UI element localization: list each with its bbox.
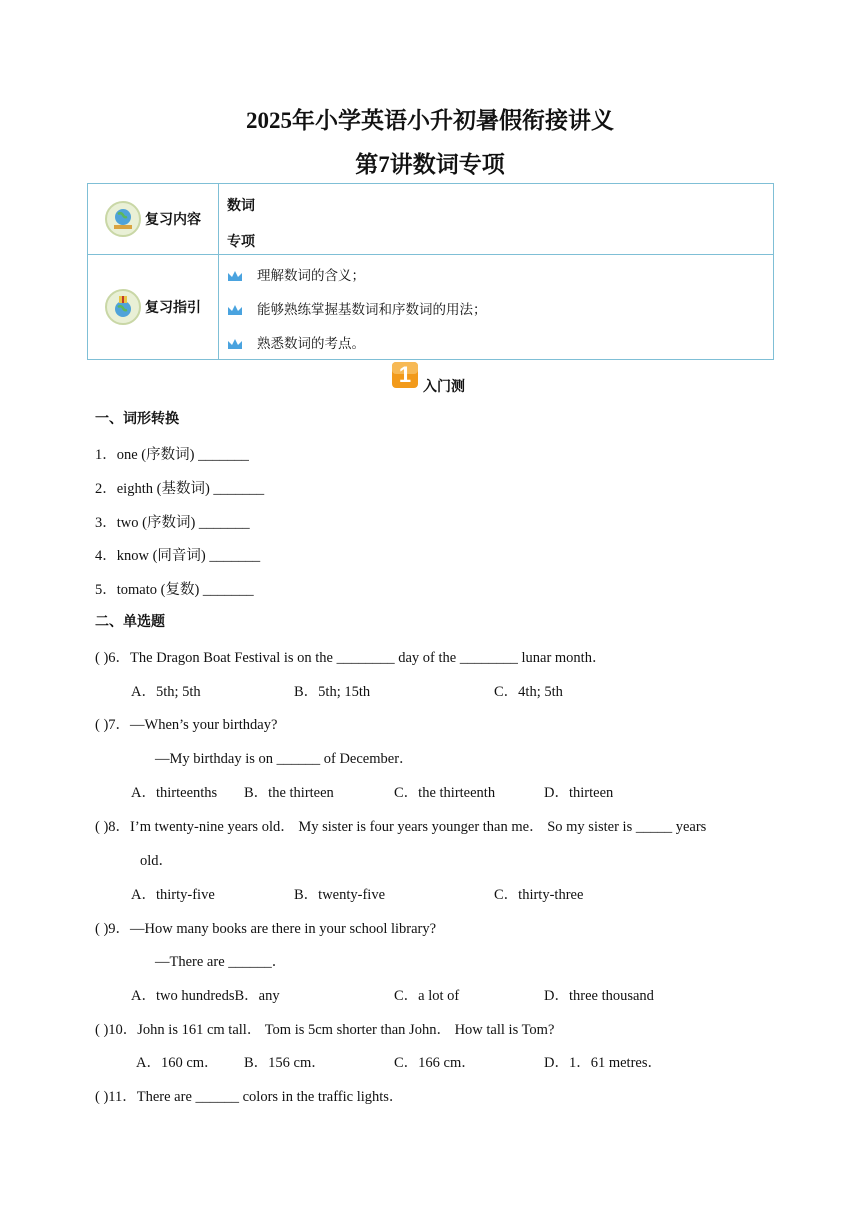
question-9: ( )9．—How many books are there in your school library? — [95, 921, 437, 937]
section-label: 入门测 — [423, 379, 465, 395]
q6-option-c: C．4th; 5th — [494, 684, 563, 700]
q7-option-c: C．the thirteenth — [394, 785, 496, 801]
globe-gift-icon — [105, 289, 141, 325]
question-7: ( )7．—When’s your birthday? — [95, 717, 278, 733]
q8-option-b: B．twenty-five — [294, 887, 386, 903]
crown-bullet-icon — [227, 304, 243, 316]
list-item: 1．one (序数词) _______ — [95, 447, 249, 463]
review-guide-cell — [219, 255, 774, 360]
document-title: 2025年小学英语小升初暑假衔接讲义 — [246, 108, 614, 133]
list-item: 5．tomato (复数) _______ — [95, 582, 254, 598]
q9-option-d: D．three thousand — [544, 988, 654, 1004]
question-11: ( )11．There are ______ colors in the traffic lights． — [95, 1089, 404, 1105]
review-content-row — [88, 184, 774, 255]
q9-option-c: C．a lot of — [394, 988, 460, 1004]
q8-option-a: A．thirty-five — [131, 887, 215, 903]
question-8: ( )8．I’m twenty-nine years old． My sister is four years younger than me． So my sister is _____ years — [95, 819, 707, 835]
q9-option-ab: A．two hundredsB．any — [131, 988, 280, 1004]
review-guide-label-cell — [88, 255, 219, 360]
review-guide-row — [88, 255, 774, 360]
content-line-2: 专项 — [227, 234, 255, 250]
globe-book-icon — [105, 201, 141, 237]
list-item: 4．know (同音词) _______ — [95, 548, 261, 564]
question-6: ( )6．The Dragon Boat Festival is on the ________ day of the ________ lunar month． — [95, 650, 607, 666]
part2-heading: 二、单选题 — [95, 614, 165, 630]
review-guide-label: 复习指引 — [145, 300, 201, 316]
content-line-1: 数词 — [227, 198, 255, 214]
part1-heading: 一、词形转换 — [95, 411, 179, 427]
review-content-cell — [219, 184, 774, 255]
guide-item-2: 能够熟练掌握基数词和序数词的用法； — [227, 298, 772, 318]
q8-option-c: C．thirty-three — [494, 887, 584, 903]
lecture-subtitle: 第7讲数词专项 — [355, 152, 505, 177]
q6-option-a: A．5th; 5th — [131, 684, 201, 700]
crown-bullet-icon — [227, 270, 243, 282]
question-8-line2: old． — [140, 853, 174, 869]
question-9-line2: —There are ______． — [155, 954, 287, 970]
section-number: 1 — [398, 362, 412, 387]
review-content-label: 复习内容 — [145, 212, 201, 228]
question-10: ( )10．John is 161 cm tall． Tom is 5cm shorter than John． How tall is Tom? — [95, 1022, 555, 1038]
review-content-label-cell — [88, 184, 219, 255]
q7-option-a: A．thirteenths — [131, 785, 218, 801]
question-7-line2: —My birthday is on ______ of December． — [155, 751, 414, 767]
section-number-badge — [391, 361, 419, 389]
q10-option-d: D．1．61 metres． — [544, 1055, 662, 1071]
guide-item-3: 熟悉数词的考点。 — [227, 332, 772, 352]
crown-bullet-icon — [227, 338, 243, 350]
q6-option-b: B．5th; 15th — [294, 684, 371, 700]
q10-option-c: C．166 cm． — [394, 1055, 476, 1071]
q7-option-b: B．the thirteen — [244, 785, 334, 801]
q10-option-a: A．160 cm． — [136, 1055, 219, 1071]
list-item: 3．two (序数词) _______ — [95, 515, 250, 531]
list-item: 2．eighth (基数词) _______ — [95, 481, 265, 497]
guide-item-1: 理解数词的含义； — [227, 264, 772, 284]
q7-option-d: D．thirteen — [544, 785, 614, 801]
review-table — [87, 183, 774, 360]
q10-option-b: B．156 cm． — [244, 1055, 326, 1071]
